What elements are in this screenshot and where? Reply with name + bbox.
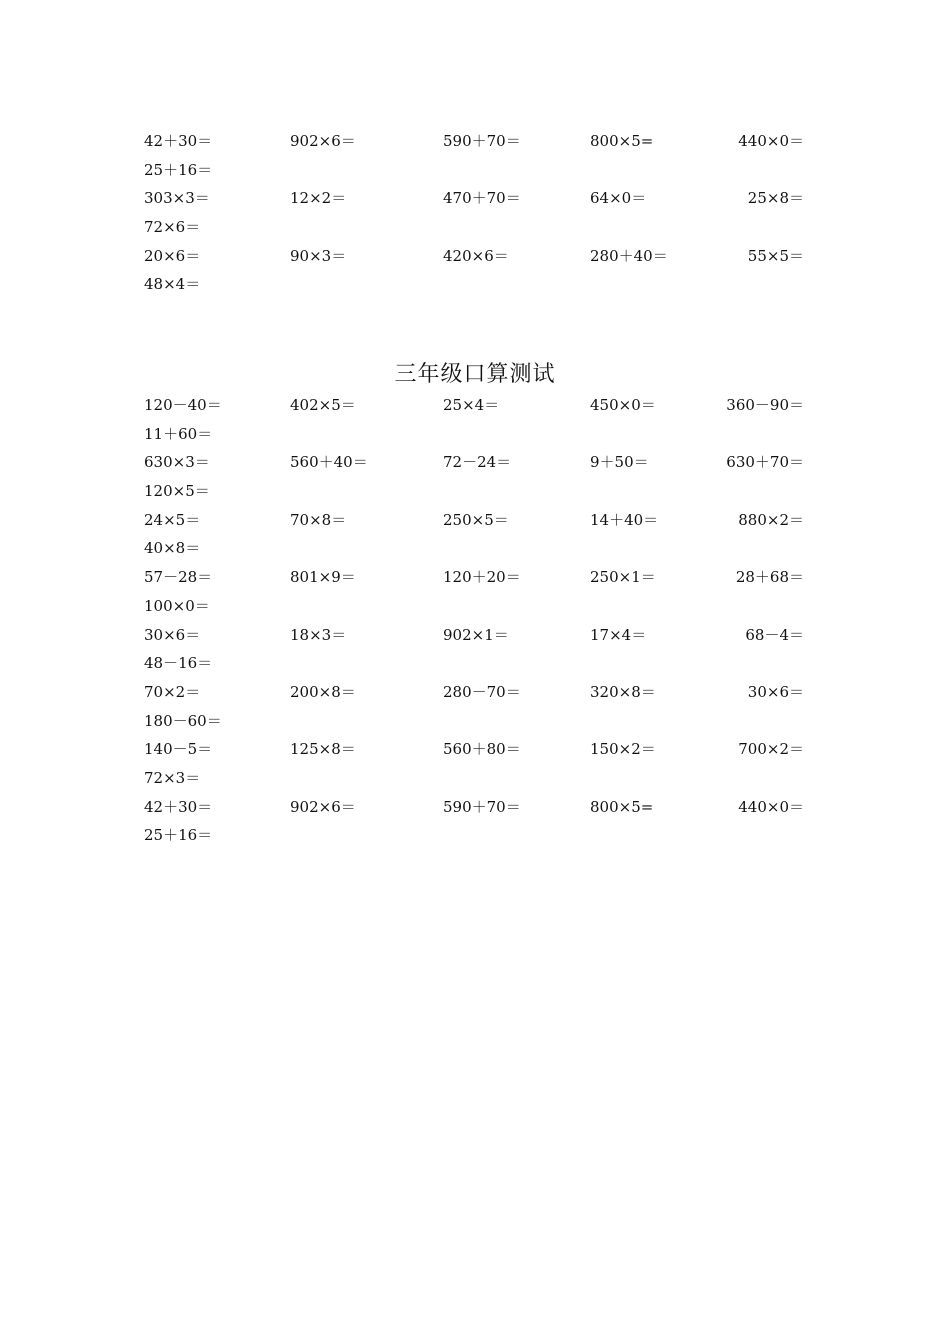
problem-row xyxy=(0,132,950,189)
problem: 250×1＝ xyxy=(590,568,656,587)
problem: 120－40＝ xyxy=(144,396,222,414)
problem: 801×9＝ xyxy=(290,568,356,587)
problem: 440×0＝ xyxy=(738,132,804,150)
problem: 125×8＝ xyxy=(290,740,356,759)
problem: 24×5＝ xyxy=(144,510,201,529)
problem: 800×5= xyxy=(590,797,654,816)
problem: 9＋50＝ xyxy=(590,453,649,472)
problem: 303×3＝ xyxy=(144,189,210,208)
problem: 590＋70＝ xyxy=(443,797,521,816)
problem: 880×2＝ xyxy=(738,510,804,529)
problem: 14＋40＝ xyxy=(590,510,659,529)
problem: 70×8＝ xyxy=(290,510,347,529)
problem: 902×1＝ xyxy=(443,625,509,644)
problem-tail: 40×8＝ xyxy=(144,539,201,558)
problem: 280－70＝ xyxy=(443,682,521,701)
problem-tail: 48×4＝ xyxy=(144,275,201,294)
problem: 700×2＝ xyxy=(738,740,804,759)
problem: 902×6＝ xyxy=(290,132,356,150)
problem: 12×2＝ xyxy=(290,189,347,208)
problem: 25×8＝ xyxy=(747,189,804,208)
problem-tail: 48－16＝ xyxy=(144,654,213,673)
problem-row xyxy=(0,798,950,855)
problem: 57－28＝ xyxy=(144,568,213,587)
problem: 590＋70＝ xyxy=(443,132,521,150)
problem: 420×6＝ xyxy=(443,246,509,265)
problem: 70×2＝ xyxy=(144,682,201,701)
problem: 440×0＝ xyxy=(738,797,804,816)
problem: 402×5＝ xyxy=(290,396,356,414)
problem: 72－24＝ xyxy=(443,453,512,472)
problem: 20×6＝ xyxy=(144,246,201,265)
problem: 55×5＝ xyxy=(747,246,804,265)
problem-row xyxy=(0,511,950,568)
top-problem-section xyxy=(0,132,950,304)
problem-row xyxy=(0,396,950,453)
problem-tail: 120×5＝ xyxy=(144,482,210,501)
problem: 120＋20＝ xyxy=(443,568,521,587)
problem-tail: 25＋16＝ xyxy=(144,826,213,845)
problem: 140－5＝ xyxy=(144,740,213,759)
problem: 450×0＝ xyxy=(590,396,656,414)
problem: 25×4＝ xyxy=(443,396,500,414)
problem-tail: 180－60＝ xyxy=(144,711,222,730)
problem-row xyxy=(0,568,950,625)
problem: 30×6＝ xyxy=(144,625,201,644)
problem: 360－90＝ xyxy=(726,396,804,414)
problem: 64×0＝ xyxy=(590,189,647,208)
problem: 42＋30＝ xyxy=(144,132,213,150)
problem: 17×4＝ xyxy=(590,625,647,644)
problem: 560＋40＝ xyxy=(290,453,368,472)
problem: 630＋70＝ xyxy=(726,453,804,472)
problem-row xyxy=(0,189,950,246)
problem: 28＋68＝ xyxy=(735,568,804,587)
problem: 280＋40＝ xyxy=(590,246,668,265)
main-problem-section xyxy=(0,396,950,855)
problem-tail: 11＋60＝ xyxy=(144,424,213,443)
problem: 320×8＝ xyxy=(590,682,656,701)
problem: 902×6＝ xyxy=(290,797,356,816)
problem: 150×2＝ xyxy=(590,740,656,759)
problem-tail: 100×0＝ xyxy=(144,596,210,615)
section-title: 三年级口算测试 xyxy=(394,362,556,387)
problem: 42＋30＝ xyxy=(144,797,213,816)
problem-row xyxy=(0,453,950,510)
problem: 30×6＝ xyxy=(747,682,804,701)
problem: 470＋70＝ xyxy=(443,189,521,208)
problem-tail: 25＋16＝ xyxy=(144,160,213,179)
problem: 630×3＝ xyxy=(144,453,210,472)
problem: 250×5＝ xyxy=(443,510,509,529)
problem-row xyxy=(0,740,950,797)
problem-tail: 72×6＝ xyxy=(144,218,201,237)
problem: 560＋80＝ xyxy=(443,740,521,759)
problem-row xyxy=(0,683,950,740)
problem-tail: 72×3＝ xyxy=(144,769,201,788)
problem: 18×3＝ xyxy=(290,625,347,644)
problem-row xyxy=(0,626,950,683)
problem: 90×3＝ xyxy=(290,246,347,265)
problem: 68－4＝ xyxy=(745,625,804,644)
problem: 800×5= xyxy=(590,132,654,150)
problem-row xyxy=(0,247,950,304)
problem: 200×8＝ xyxy=(290,682,356,701)
